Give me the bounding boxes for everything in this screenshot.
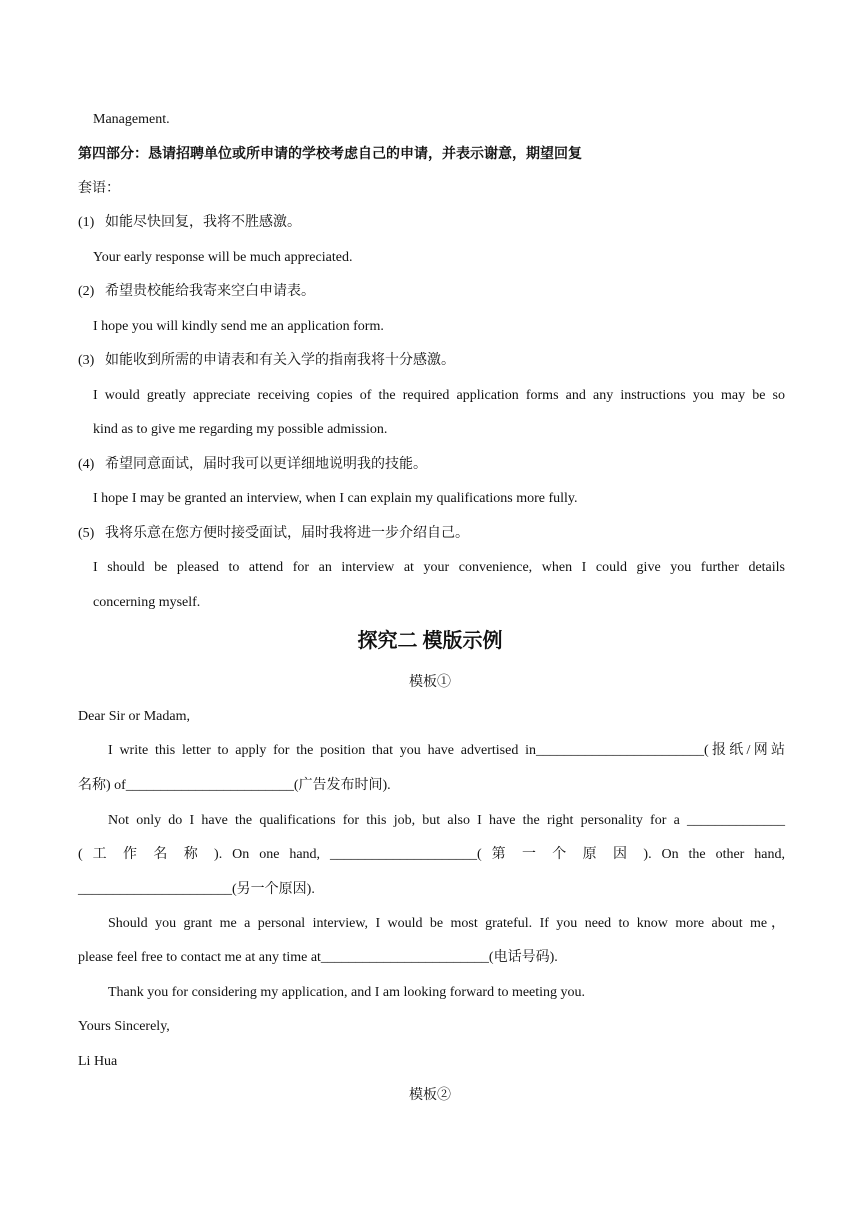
letter-p4: Thank you for considering my application, and I am looking forward to meeting you.: [108, 985, 586, 1000]
phrases-label: 套语：: [78, 181, 120, 196]
item-number: (2): [78, 284, 95, 299]
letter-p3-line2: please feel free to contact me at any time at________________________(电话号码).: [78, 950, 558, 965]
item-chinese: 如能收到所需的申请表和有关入学的指南我将十分感激。: [105, 353, 455, 368]
phrase-item-3-cn: [78, 351, 785, 371]
phrase-item-4-cn: [78, 455, 785, 475]
item-chinese: 希望贵校能给我寄来空白申请表。: [105, 284, 315, 299]
item-number: (3): [78, 353, 95, 368]
item-number: (5): [78, 526, 95, 541]
phrase-item-3-en-line1: I would greatly appreciate receiving copies of the required application forms and any instructions you may be so: [93, 388, 785, 403]
letter-signature: Li Hua: [78, 1054, 118, 1069]
part4-heading: 第四部分：恳请招聘单位或所申请的学校考虑自己的申请，并表示谢意，期望回复: [78, 147, 582, 162]
phrase-item-1-cn: [78, 213, 785, 233]
phrase-item-5-cn: [78, 524, 785, 544]
template2-label: 模板②: [409, 1088, 451, 1103]
letter-p2-line1: Not only do I have the qualifications for this job, but also I have the right personality for a ______________: [108, 813, 785, 828]
phrase-item-2-en: I hope you will kindly send me an application form.: [93, 319, 384, 334]
letter-closing: Yours Sincerely,: [78, 1019, 170, 1034]
phrase-item-2-cn: [78, 282, 785, 302]
phrase-item-5-en-line2: concerning myself.: [93, 595, 201, 610]
phrase-item-3-en-line2: kind as to give me regarding my possible admission.: [93, 422, 388, 437]
item-chinese: 我将乐意在您方便时接受面试，届时我将进一步介绍自己。: [105, 526, 469, 541]
item-number: (4): [78, 457, 95, 472]
letter-p2-line3: ______________________(另一个原因).: [78, 882, 315, 897]
letter-p1-line1: I write this letter to apply for the position that you have advertised in________________________(报纸/网站: [108, 743, 785, 758]
letter-p3-line1: Should you grant me a personal interview, I would be most grateful. If you need to know more about me，: [108, 916, 785, 931]
letter-salutation: Dear Sir or Madam,: [78, 709, 190, 724]
letter-p2-line2: ( 工 作 名 称 ). On one hand, _____________________( 第 一 个 原 因 ). On the other hand,: [78, 847, 785, 862]
template1-label: 模板①: [409, 675, 451, 690]
phrase-item-4-en: I hope I may be granted an interview, when I can explain my qualifications more fully.: [93, 491, 578, 506]
item-number: (1): [78, 215, 95, 230]
letter-p1-line2: 名称) of________________________(广告发布时间).: [78, 778, 391, 793]
phrase-item-1-en: Your early response will be much appreciated.: [93, 250, 353, 265]
management-continuation: Management.: [93, 112, 170, 127]
item-chinese: 希望同意面试，届时我可以更详细地说明我的技能。: [105, 457, 427, 472]
section2-title: 探究二 模版示例: [357, 630, 503, 652]
item-chinese: 如能尽快回复，我将不胜感激。: [105, 215, 301, 230]
phrase-item-5-en-line1: I should be pleased to attend for an interview at your convenience, when I could give you further details: [93, 560, 785, 575]
